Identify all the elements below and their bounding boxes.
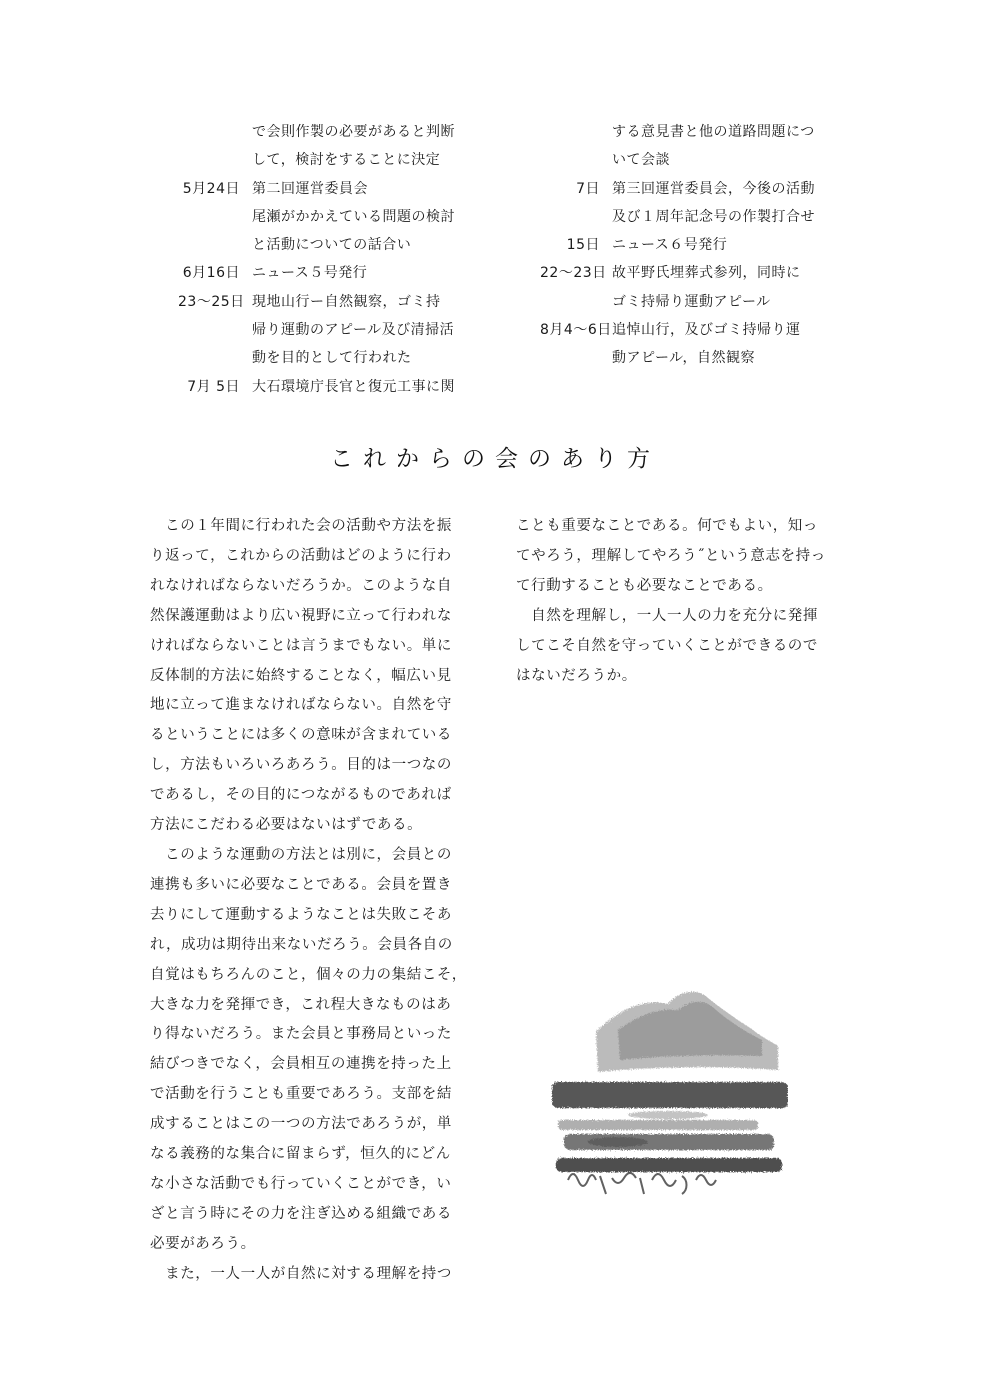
- entry-line: する意見書と他の道路問題につ: [612, 124, 815, 140]
- essay-left-column: [150, 512, 500, 1290]
- entry-text: [612, 259, 840, 316]
- essay-line: で活動を行うことも重要であろう。支部を結: [150, 1086, 452, 1103]
- entry-line: して，検討をすることに決定: [252, 152, 441, 169]
- entry-line: ニュース６号発行: [612, 237, 728, 254]
- essay-line: れ，成功は期待出来ないだろう。会員各自の: [150, 936, 453, 953]
- essay-line: れなければならないだろうか。このような自: [150, 577, 452, 594]
- essay-line: て行動することも必要なことである。: [516, 577, 773, 594]
- entry-line: 故平野氏埋葬式参列，同時に: [612, 265, 801, 282]
- essay-line: 大きな力を発揮でき，これ程大きなものはあ: [150, 996, 452, 1013]
- entry-line: と活動についての話合い: [252, 237, 412, 254]
- chronology-entry: [540, 231, 840, 259]
- entry-date: 7日: [576, 180, 600, 197]
- essay-line: てやろう，理解してやろう˝という意志を持っ: [516, 547, 826, 564]
- essay-line: し，方法もいろいろあろう。目的は一つなの: [150, 757, 452, 774]
- essay-line: 必要があろう。: [150, 1235, 256, 1252]
- essay-line: であるし，その目的につながるものであれば: [150, 787, 452, 804]
- chronology-entry: [540, 259, 840, 316]
- chronology-entry: [178, 288, 498, 373]
- entry-line: で会則作製の必要があると判断: [252, 124, 455, 140]
- essay-line: 結びつきでなく，会員相互の連携を持った上: [150, 1056, 452, 1073]
- essay-line: るということには多くの意味が含まれている: [150, 727, 452, 744]
- entry-line: 及び１周年記念号の作製打合せ: [612, 208, 815, 225]
- essay-line: はないだろうか。: [516, 667, 637, 684]
- chronology-entry: [540, 316, 840, 373]
- entry-line: いて会談: [612, 152, 670, 169]
- essay-line: ければならないことは言うまでもない。単に: [150, 637, 452, 654]
- entry-date: 22〜23日: [540, 265, 607, 282]
- entry-line: ゴミ持帰り運動アピール: [612, 293, 771, 310]
- essay-line: 自覚はもちろんのこと，個々の力の集結こそ，: [150, 966, 467, 983]
- chronology-entry: [540, 175, 840, 232]
- entry-text: [612, 175, 840, 232]
- chronology-entry: [178, 373, 498, 401]
- essay-line: このような運動の方法とは別に，会員との: [150, 846, 452, 863]
- essay-line: また，一人一人が自然に対する理解を持つ: [150, 1265, 452, 1282]
- entry-date: 6月16日: [182, 265, 240, 282]
- entry-date: 8月4〜6日: [540, 322, 612, 339]
- essay-line: 然保護運動はより広い視野に立って行われな: [150, 607, 452, 624]
- essay-line: 去りにして運動するようなことは失敗こそあ: [150, 906, 452, 923]
- entry-text: [252, 288, 498, 373]
- entry-line: 尾瀬がかかえている問題の検討: [252, 208, 455, 225]
- entry-line: 帰り運動のアピール及び清掃活: [252, 322, 455, 339]
- chronology-right-column: [540, 118, 840, 373]
- entry-text: [252, 373, 498, 401]
- entry-text: [612, 231, 840, 259]
- entry-text: [252, 259, 498, 287]
- landscape-sketch-illustration: [548, 970, 788, 1210]
- essay-line: なる義務的な集合に留まらず，恒久的にどん: [150, 1146, 451, 1163]
- entry-line: 動を目的として行われた: [252, 350, 412, 367]
- chronology-left-column: [178, 118, 498, 401]
- entry-line: 現地山行ー自然観察，ゴミ持: [252, 293, 441, 310]
- entry-line: 動アピール，自然観察: [612, 350, 756, 367]
- entry-line: 第三回運営委員会，今後の活動: [612, 180, 815, 197]
- essay-line: 連携も多いに必要なことである。会員を置き: [150, 876, 452, 893]
- essay-line: 方法にこだわる必要はないはずである。: [150, 817, 423, 834]
- entry-date: [540, 118, 612, 175]
- entry-date: 15日: [566, 237, 600, 254]
- essay-line: り返って，これからの活動はどのように行わ: [150, 547, 452, 564]
- essay-line: 地に立って進まなければならない。自然を守: [150, 697, 452, 714]
- essay-line: り得ないだろう。また会員と事務局といった: [150, 1026, 452, 1043]
- essay-line: 反体制的方法に始終することなく，幅広い見: [150, 667, 452, 684]
- essay-line: ざと言う時にその力を注ぎ込める組織である: [150, 1205, 452, 1222]
- essay-line: してこそ自然を守っていくことができるので: [516, 637, 818, 654]
- essay-line: この１年間に行われた会の活動や方法を振: [150, 518, 452, 534]
- entry-line: 第二回運営委員会: [252, 180, 368, 197]
- entry-text: [252, 175, 498, 260]
- essay-line: ことも重要なことである。何でもよい，知っ: [516, 518, 818, 534]
- entry-date: 5月24日: [182, 180, 240, 197]
- entry-date: [178, 118, 252, 175]
- entry-date: 7月 5日: [187, 378, 240, 395]
- essay-line: な小さな活動でも行っていくことができ，い: [150, 1175, 452, 1192]
- entry-date: 23〜25日: [178, 293, 245, 310]
- entry-text: [612, 118, 840, 175]
- essay-right-column: [516, 512, 836, 691]
- chronology-entry: [178, 118, 498, 175]
- section-title: これからの会のあり方: [330, 446, 660, 472]
- chronology-entry: [178, 259, 498, 287]
- essay-line: 成することはこの一つの方法であろうが，単: [150, 1116, 452, 1133]
- entry-line: ニュース５号発行: [252, 265, 368, 282]
- chronology-entry: [540, 118, 840, 175]
- entry-text: [252, 118, 498, 175]
- essay-line: 自然を理解し，一人一人の力を充分に発揮: [516, 607, 818, 624]
- entry-text: [612, 316, 840, 373]
- entry-line: 大石環境庁長官と復元工事に関: [252, 378, 455, 395]
- chronology-entry: [178, 175, 498, 260]
- entry-line: 追悼山行，及びゴミ持帰り運: [612, 322, 801, 339]
